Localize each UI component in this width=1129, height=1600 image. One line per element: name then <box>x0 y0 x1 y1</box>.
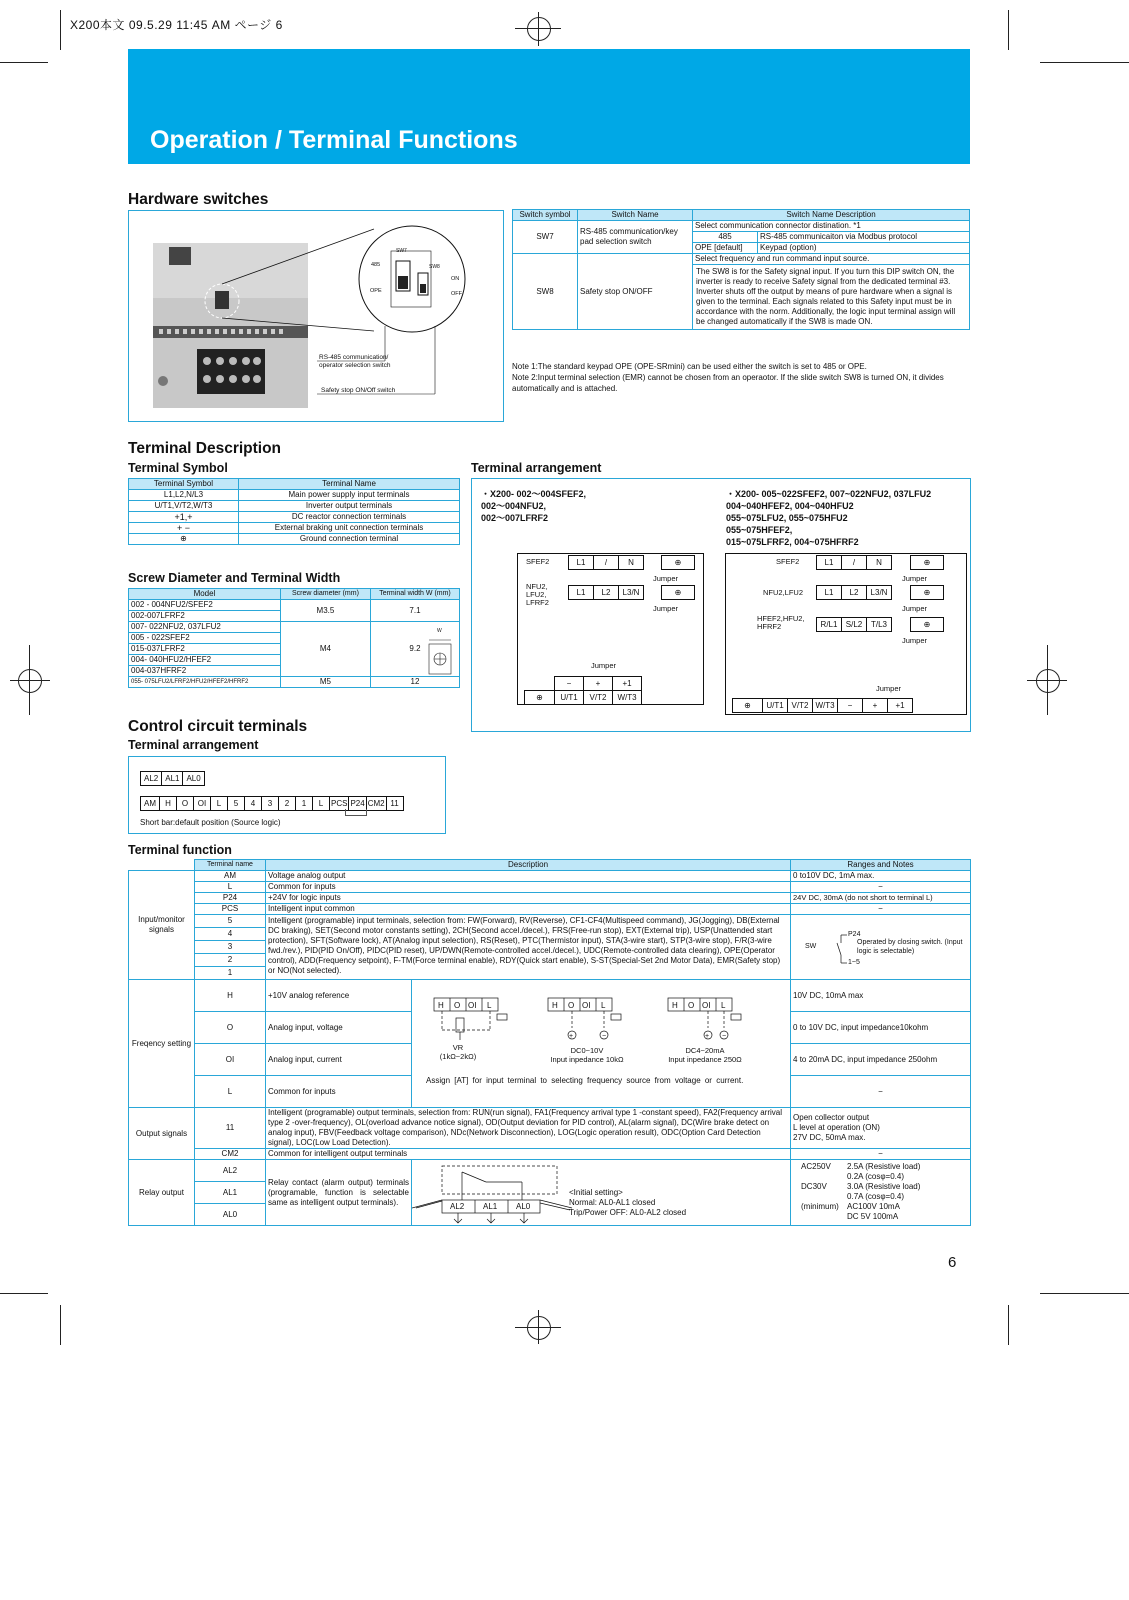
terminal-symbol-title: Terminal Symbol <box>128 461 228 475</box>
col-width: Terminal width W (mm) <box>370 589 459 600</box>
terminal-name: AL1 <box>195 1182 266 1204</box>
registration-mark-icon <box>18 669 42 693</box>
terminal-note: − <box>791 1149 971 1160</box>
col-screw: Screw diameter (mm) <box>280 589 370 600</box>
jumper-label: Jumper <box>902 636 928 645</box>
relay-al1: AL1 <box>483 1202 498 1211</box>
short-bar-icon <box>345 809 367 816</box>
model: 004- 040HFU2/HFEF2 <box>129 655 281 666</box>
short-bar-note: Short bar:default position (Source logic) <box>140 818 281 827</box>
terminal-desc: Common for inputs <box>266 882 791 893</box>
crop-mark <box>1027 680 1067 681</box>
terminal-note: 0 to 10V DC, input impedance10kohm <box>791 1012 971 1044</box>
terminal-l1: L1 <box>568 555 594 570</box>
input-terminals-desc: Intelligent (programable) input terminals, selection from: FW(Forward), RV(Reverse), CF1-CF4(Multispeed command), JG(Jogging), DB(External DC braking), SET(Second motor constants setting), 2CH(Second accel./decel.), FRS(Free-run stop), EXT(External trip), USP(Unattended start protection), SFT(Software lock), AT(Analog input selection), RS(Reset), PTC(Thermistor input), STA(3-wire start), STP(3-wire stop), F/R(3-wire fwd./rev.), PID(PID On/Off), PIDC(PID reset), UP/DWN(Remote-controlled accel./decel.), UDC(Remote-controlled data clearing), OPE(Operator control), ADD(Frequency setpoint), F-TM(Force terminal enable), RDY(Quick start enable), S-ST(Special-Set 2nd Motor Data), EMR(Safety stop) or NO(Not selected). <box>266 915 791 980</box>
terminal-sl2: S/L2 <box>841 617 867 632</box>
terminal-function-title: Terminal function <box>128 843 232 857</box>
terminal-desc: +24V for logic inputs <box>266 893 791 904</box>
terminal-ground: ⊕ <box>910 555 944 570</box>
terminal-desc: Analog input, voltage <box>266 1012 412 1044</box>
crop-mark <box>515 1327 561 1328</box>
terminal-note: 0 to10V DC, 1mA max. <box>791 871 971 882</box>
model: 007- 022NFU2, 037LFU2 <box>129 622 281 633</box>
col-switch-desc: Switch Name Description <box>693 210 970 221</box>
terminal-note: 24V DC, 30mA (do not short to terminal L) <box>791 893 971 904</box>
crop-mark <box>1040 62 1129 63</box>
nfu2-lfu2-label: NFU2,LFU2 <box>763 588 804 597</box>
terminal-note: 10V DC, 10mA max <box>791 980 971 1012</box>
terminal-note: 4 to 20mA DC, input impedance 250ohm <box>791 1044 971 1076</box>
terminal-name: OI <box>195 1044 266 1076</box>
registration-mark-icon <box>527 17 551 41</box>
terminal-ground: ⊕ <box>524 690 555 705</box>
model: 005 - 022SFEF2 <box>129 633 281 644</box>
svg-text:−: − <box>722 1033 727 1040</box>
relay-notes-cell <box>791 1160 971 1226</box>
label-off: OFF <box>451 291 462 297</box>
svg-text:+: + <box>705 1033 710 1040</box>
terminal-note: − <box>791 1076 971 1108</box>
diag-l: L <box>721 1001 726 1010</box>
terminal-name: External braking unit connection terminals <box>239 523 460 534</box>
jumper-label: Jumper <box>876 684 902 693</box>
terminal-note: − <box>791 882 971 893</box>
nfu2-lfu2-lfrf2-label: NFU2, LFU2, LFRF2 <box>526 582 549 607</box>
terminal: 5 <box>227 796 245 811</box>
table-row <box>129 501 460 512</box>
relay-diagram-cell <box>412 1160 791 1226</box>
diag-oi: OI <box>702 1001 711 1010</box>
diag-h: H <box>438 1001 444 1010</box>
terminal-arrangement-box <box>471 478 971 732</box>
terminal-desc: Common for inputs <box>266 1076 412 1108</box>
sw7-opt-ope: OPE [default] <box>693 243 758 254</box>
svg-text:+: + <box>569 1033 574 1040</box>
terminal-name: H <box>195 980 266 1012</box>
diag-oi: OI <box>468 1001 477 1010</box>
sw8-label: SW8 <box>429 264 440 270</box>
terminal-name: Inverter output terminals <box>239 501 460 512</box>
model: 004-037HFRF2 <box>129 666 281 677</box>
col-switch-name: Switch Name <box>578 210 693 221</box>
terminal-minus: − <box>554 676 584 691</box>
terminal-name: 5 <box>195 915 266 928</box>
terminal-slash: / <box>841 555 867 570</box>
label-ope: OPE <box>370 288 382 294</box>
sw7-opt-ope-desc: Keypad (option) <box>758 243 970 254</box>
print-header: X200本文 09.5.29 11:45 AM ページ 6 <box>70 18 283 32</box>
terminal-l3n: L3/N <box>866 585 892 600</box>
label-on: ON <box>451 276 460 282</box>
relay-dc-values: 3.0A (Resistive load) 0.7A (cosφ=0.4) <box>847 1182 921 1201</box>
terminal-desc: Common for intelligent output terminals <box>266 1149 791 1160</box>
relay-al2: AL2 <box>450 1202 465 1211</box>
terminal: OI <box>193 796 211 811</box>
vr-label: VR (1kΩ~2kΩ) <box>439 1043 477 1061</box>
terminal: 2 <box>278 796 296 811</box>
terminal-vt2: V/T2 <box>787 698 813 713</box>
hfef2-hfu2-hfrf2-label: HFEF2,HFU2, HFRF2 <box>757 614 805 631</box>
page-number: 6 <box>948 1254 957 1271</box>
terminal-name: Main power supply input terminals <box>239 490 460 501</box>
sw8-symbol: SW8 <box>513 254 578 330</box>
sw7-opt-485-desc: RS-485 communicaiton via Modbus protocol <box>758 232 970 243</box>
page-title: Operation / Terminal Functions <box>150 126 518 154</box>
terminal-name: 2 <box>195 954 266 967</box>
relay-al0: AL0 <box>516 1202 531 1211</box>
terminal-note: Open collector output L level at operation (ON) 27V DC, 50mA max. <box>791 1108 971 1149</box>
relay-ac: AC250V <box>801 1162 831 1171</box>
model: 015-037LFRF2 <box>129 644 281 655</box>
assign-note: Assign [AT] for input terminal to selecting frequency source from voltage or current. <box>426 1076 744 1085</box>
terminal: 4 <box>244 796 262 811</box>
terminal-name: O <box>195 1012 266 1044</box>
registration-mark-icon <box>527 1316 551 1340</box>
switch-note1: Note 1:The standard keypad OPE (OPE-SRmini) can be used either the switch is set to 485 or OPE. <box>512 362 867 371</box>
diag-h: H <box>672 1001 678 1010</box>
relay-terminal-row <box>140 768 204 786</box>
col-group <box>129 860 195 871</box>
crop-mark <box>0 62 48 63</box>
terminal: AM <box>140 796 160 811</box>
control-arrangement-title: Terminal arrangement <box>128 738 259 752</box>
model: 002-007LFRF2 <box>129 611 281 622</box>
relay-desc: Relay contact (alarm output) terminals (programable, function is selectable same as intelligent output terminals). <box>266 1160 412 1226</box>
label-485: 485 <box>371 262 381 268</box>
terminal: 3 <box>261 796 279 811</box>
registration-mark-icon <box>1036 669 1060 693</box>
terminal: 11 <box>386 796 404 811</box>
terminal-vt2: V/T2 <box>583 690 613 705</box>
terminal: AL2 <box>140 771 162 786</box>
terminal-name: 11 <box>195 1108 266 1149</box>
terminal-name: 3 <box>195 941 266 954</box>
terminal-sym: L1,L2,N/L3 <box>129 490 239 501</box>
jumper-label: Jumper <box>653 574 679 583</box>
width-g3: 12 <box>370 677 459 688</box>
sw-note: Operated by closing switch. (Input logic is selectable) <box>857 939 963 955</box>
crop-mark <box>60 10 61 50</box>
terminal-wt3: W/T3 <box>812 698 838 713</box>
group-relay: Relay output <box>129 1160 195 1226</box>
sw8-name: Safety stop ON/OFF <box>578 254 693 330</box>
relay-initial-setting: <Initial setting> Normal: AL0-AL1 closed Trip/Power OFF: AL0-AL2 closed <box>569 1188 687 1217</box>
terminal-sym: U/T1,V/T2,W/T3 <box>129 501 239 512</box>
sw-label: SW <box>805 943 817 950</box>
terminal-l3n: L3/N <box>618 585 644 600</box>
terminal-n: N <box>618 555 644 570</box>
terminal-name: AL0 <box>195 1204 266 1226</box>
control-terminals-box <box>128 756 446 834</box>
col-terminal-symbol: Terminal Symbol <box>129 479 239 490</box>
terminal-name: 4 <box>195 928 266 941</box>
terminal-name: DC reactor connection terminals <box>239 512 460 523</box>
terminal-ground: ⊕ <box>661 555 695 570</box>
screw-title: Screw Diameter and Terminal Width <box>128 571 341 585</box>
width-g2: 9.2 <box>370 622 459 677</box>
terminal-l1: L1 <box>568 585 594 600</box>
terminal: AL1 <box>161 771 183 786</box>
model: 002 - 004NFU2/SFEF2 <box>129 600 281 611</box>
sw7-opt-485: 485 <box>693 232 758 243</box>
left-models: ・X200- 002〜004SFEF2, 002〜004NFU2, 002〜007LFRF2 <box>481 489 587 523</box>
relay-min: (minimum) <box>801 1202 839 1211</box>
switch-table <box>512 209 970 330</box>
terminal: L <box>312 796 330 811</box>
terminal-ut1: U/T1 <box>554 690 584 705</box>
table-row <box>129 512 460 523</box>
col-terminal-name: Terminal name <box>195 860 266 871</box>
terminal-plus: + <box>862 698 888 713</box>
jumper-label: Jumper <box>902 574 928 583</box>
terminal-l2: L2 <box>841 585 867 600</box>
screw-g2: M4 <box>280 622 370 677</box>
right-models: ・X200- 005~022SFEF2, 007~022NFU2, 037LFU2 004~040HFEF2, 004~040HFU2 055~075LFU2, 055~075HFU2 055~075HFEF2, 015~075LFRF2, 004~075HFRF2 <box>726 489 932 547</box>
terminal-ground: ⊕ <box>910 585 944 600</box>
terminal-arrangement-title: Terminal arrangement <box>471 461 602 475</box>
relay-min-values: AC100V 10mA DC 5V 100mA <box>847 1202 900 1221</box>
sw8-desc1: Select frequency and run command input source. <box>693 254 970 265</box>
col-terminal-name: Terminal Name <box>239 479 460 490</box>
terminal-sym: +1,+ <box>129 512 239 523</box>
terminal-ground: ⊕ <box>732 698 763 713</box>
terminal-name: CM2 <box>195 1149 266 1160</box>
svg-text:−: − <box>602 1033 607 1040</box>
sfef2-label: SFEF2 <box>526 557 550 566</box>
screw-w-label: W <box>437 628 442 634</box>
terminal-slash: / <box>593 555 619 570</box>
p24-label: P24 <box>848 931 861 938</box>
sw8-desc2: The SW8 is for the Safety signal input. If you turn this DIP switch ON, the inverter is ready to receive Safety signal from the dedicated terminal #3. Inverter shuts off the output by means of pure hardware when a signal is given to the terminal. Each signals related to this Safety input must be in accordance with the norm. Additionally, the logic input terminal assign will be changed automatically if the SW8 is made ON. <box>693 265 970 330</box>
terminal: CM2 <box>366 796 387 811</box>
screw-g3: M5 <box>280 677 370 688</box>
terminal: PCS <box>329 796 349 811</box>
screw-width-icon <box>425 636 455 686</box>
dc010-label: DC0~10V Input inpedance 10kΩ <box>550 1046 624 1064</box>
crop-mark <box>10 680 50 681</box>
col-description: Description <box>266 860 791 871</box>
terminal: AL0 <box>182 771 204 786</box>
group-output: Output signals <box>129 1108 195 1160</box>
width-g1: 7.1 <box>370 600 459 622</box>
group-input: Input/monitor signals <box>129 871 195 980</box>
terminal-rl1: R/L1 <box>816 617 842 632</box>
terminal-symbol-table <box>128 478 460 545</box>
rs485-caption: RS-485 communication/ operator selection switch <box>319 354 391 369</box>
jumper-label: Jumper <box>653 604 679 613</box>
crop-mark <box>1008 10 1009 50</box>
terminal-n: N <box>866 555 892 570</box>
one-five-label: 1~5 <box>848 959 860 966</box>
terminal-name: L <box>195 882 266 893</box>
hardware-switches-title: Hardware switches <box>128 191 269 208</box>
jumper-label: Jumper <box>902 604 928 613</box>
sw7-name: RS-485 communication/key pad selection switch <box>578 221 693 254</box>
screw-g1: M3.5 <box>280 600 370 622</box>
diag-o: O <box>568 1001 575 1010</box>
terminal: H <box>159 796 177 811</box>
sw7-desc: Select communication connector distination. *1 <box>693 221 970 232</box>
frequency-diagram-cell <box>412 980 791 1108</box>
terminal-desc: Voltage analog output <box>266 871 791 882</box>
terminal-l2: L2 <box>593 585 619 600</box>
terminal-minus: − <box>837 698 863 713</box>
relay-ac-values: 2.5A (Resistive load) 0.2A (cosφ=0.4) <box>847 1162 921 1181</box>
terminal-plus1: +1 <box>887 698 913 713</box>
terminal-ground: ⊕ <box>661 585 695 600</box>
diag-h: H <box>552 1001 558 1010</box>
terminal-desc: Analog input, current <box>266 1044 412 1076</box>
switch-note2: Note 2:Input terminal selection (EMR) cannot be chosen from an operaotor. If the slide switch SW8 is turned ON, it divides automatically and is attached. <box>512 373 944 393</box>
terminal-wt3: W/T3 <box>612 690 642 705</box>
terminal: P24 <box>348 796 366 811</box>
group-frequency: Freqency setting <box>129 980 195 1108</box>
crop-mark <box>538 12 539 46</box>
terminal-tl3: T/L3 <box>866 617 892 632</box>
terminal-ut1: U/T1 <box>762 698 788 713</box>
terminal-function-table <box>128 859 971 1226</box>
terminal-l1: L1 <box>816 555 842 570</box>
diag-o: O <box>688 1001 695 1010</box>
terminal-desc: +10V analog reference <box>266 980 412 1012</box>
terminal-note: − <box>791 904 971 915</box>
input-switch-cell <box>791 915 971 980</box>
terminal-plus: + <box>583 676 613 691</box>
col-switch-symbol: Switch symbol <box>513 210 578 221</box>
table-row <box>129 534 460 545</box>
title-banner <box>128 49 970 164</box>
col-model: Model <box>129 589 281 600</box>
table-row <box>129 490 460 501</box>
right-terminal-diagram <box>725 553 967 715</box>
inverter-photo <box>129 211 503 421</box>
terminal-l1: L1 <box>816 585 842 600</box>
terminal-name: Ground connection terminal <box>239 534 460 545</box>
terminal-name: AM <box>195 871 266 882</box>
diag-l: L <box>487 1001 492 1010</box>
left-terminal-diagram <box>517 553 704 705</box>
sw7-label: SW7 <box>396 248 407 254</box>
relay-dc: DC30V <box>801 1182 827 1191</box>
safety-caption: Safety stop ON/Off switch <box>321 387 396 394</box>
col-ranges: Ranges and Notes <box>791 860 971 871</box>
screw-table <box>128 588 460 688</box>
ground-icon: ⊕ <box>129 534 239 545</box>
dc420-label: DC4~20mA Input inpedance 250Ω <box>668 1046 742 1064</box>
terminal-name: PCS <box>195 904 266 915</box>
hardware-photo-box <box>128 210 504 422</box>
jumper-label: Jumper <box>591 661 617 670</box>
model: 055- 075LFU2/LFRF2/HFU2/HFEF2/HFRF2 <box>129 677 281 688</box>
terminal-name: AL2 <box>195 1160 266 1182</box>
terminal: 1 <box>295 796 313 811</box>
crop-mark <box>1040 1293 1129 1294</box>
terminal-name: 1 <box>195 967 266 980</box>
sfef2-label: SFEF2 <box>776 557 800 566</box>
terminal-description-title: Terminal Description <box>128 440 282 457</box>
terminal: O <box>176 796 194 811</box>
terminal-name: P24 <box>195 893 266 904</box>
diag-l: L <box>601 1001 606 1010</box>
diag-o: O <box>454 1001 461 1010</box>
crop-mark <box>0 1293 48 1294</box>
table-row <box>129 523 460 534</box>
terminal-plus1: +1 <box>612 676 642 691</box>
terminal-ground: ⊕ <box>910 617 944 632</box>
crop-mark <box>515 28 561 29</box>
crop-mark <box>60 1305 61 1345</box>
terminal-name: L <box>195 1076 266 1108</box>
diag-oi: OI <box>582 1001 591 1010</box>
crop-mark <box>1008 1305 1009 1345</box>
sw7-symbol: SW7 <box>513 221 578 254</box>
terminal: L <box>210 796 228 811</box>
terminal-desc: Intelligent input common <box>266 904 791 915</box>
terminal-sym: + − <box>129 523 239 534</box>
control-circuit-title: Control circuit terminals <box>128 718 308 735</box>
terminal-desc: Intelligent (programable) output terminals, selection from: RUN(run signal), FA1(Frequency arrival type 1 -constant speed), FA2(Frequency arrival type 2 -over-frequency), OL(overload advance notice signal), OD(Output deviation for PID control), AL(alarm signal), DC(Wire brake detect on analog input), FBV(Feedback voltage comparison), NDc(Network Disconnection), LOG(Logic operation result), ODC(Option Card Detection signal), LOC(Low Load Detection). <box>266 1108 791 1149</box>
